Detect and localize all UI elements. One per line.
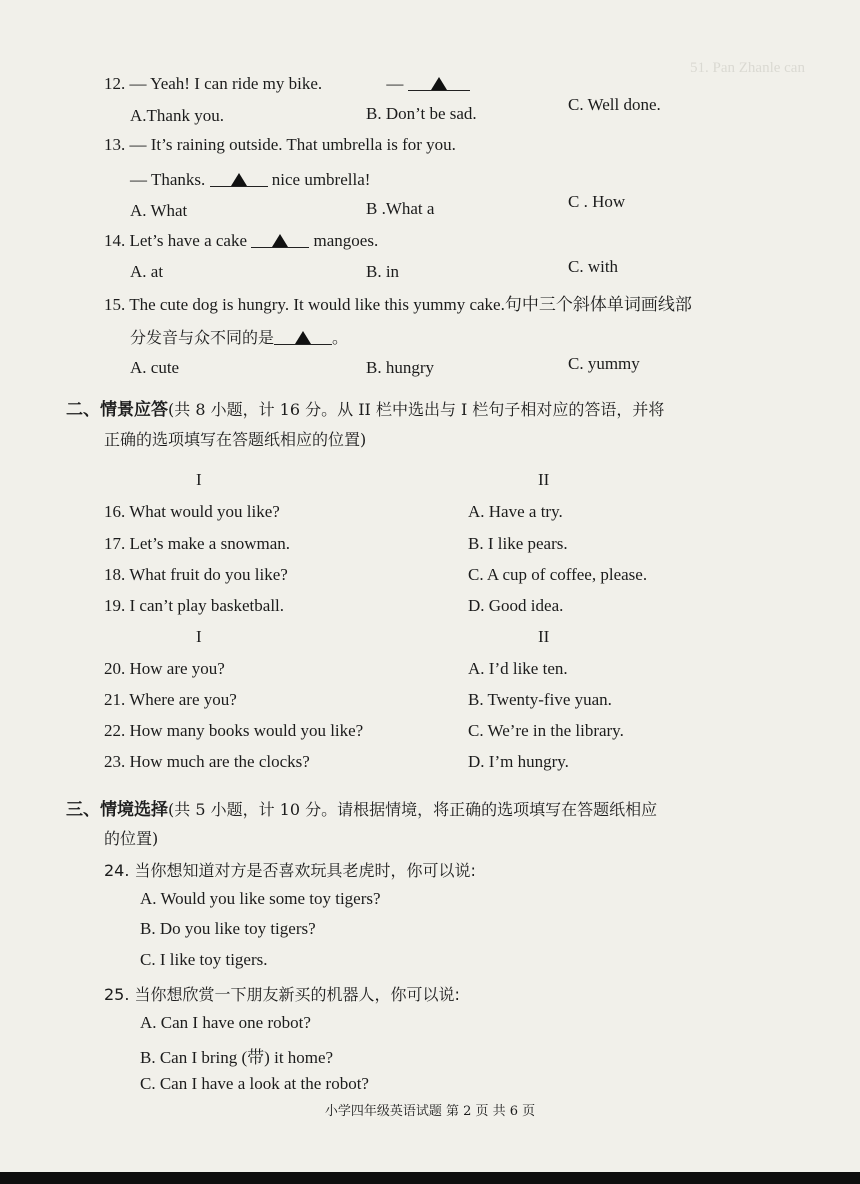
list-item: 16. What would you like? — [104, 502, 280, 521]
list-item: D. Good idea. — [468, 596, 564, 615]
list-item: B. I like pears. — [468, 534, 568, 553]
answer-blank — [251, 231, 309, 248]
q12-option-b: B. Don’t be sad. — [366, 104, 477, 123]
list-item: 19. I can’t play basketball. — [104, 596, 285, 615]
q25-option-a: A. Can I have one robot? — [140, 1013, 311, 1032]
list-item: C. We’re in the library. — [468, 721, 624, 740]
section-2-heading: 二、情景应答(共 8 小题，计 16 分。从 II 栏中选出与 I 栏句子相对应的答语，并将 — [66, 400, 665, 420]
triangle-icon — [431, 77, 447, 90]
answer-blank — [210, 170, 268, 187]
q15-stem-line2: 分发音与众不同的是 。 — [130, 328, 349, 347]
list-item: 17. Let’s make a snowman. — [104, 534, 291, 553]
q13-option-b: B .What a — [366, 199, 435, 218]
column-i-label: I — [196, 470, 202, 489]
q13-option-a: A. What — [130, 201, 188, 220]
list-item: A. I’d like ten. — [468, 659, 568, 678]
q15-option-b: B. hungry — [366, 358, 434, 377]
page-footer: 小学四年级英语试题 第 2 页 共 6 页 — [324, 1104, 536, 1119]
answer-blank — [408, 74, 470, 91]
section-3-heading: 三、情境选择(共 5 小题，计 10 分。请根据情境，将正确的选项填写在答题纸相应 — [66, 800, 658, 820]
triangle-icon — [295, 331, 311, 344]
q14-option-b: B. in — [366, 262, 400, 281]
list-item: 21. Where are you? — [104, 690, 237, 709]
list-item: 18. What fruit do you like? — [104, 565, 288, 584]
q25-option-c: C. Can I have a look at the robot? — [140, 1074, 369, 1093]
answer-blank — [274, 328, 332, 345]
list-item: B. Twenty-five yuan. — [468, 690, 612, 709]
q12-option-a: A.Thank you. — [130, 106, 224, 125]
q15-option-a: A. cute — [130, 358, 180, 377]
list-item: C. A cup of coffee, please. — [468, 565, 648, 584]
q24-stem: 24. 当你想知道对方是否喜欢玩具老虎时，你可以说: — [104, 861, 476, 880]
column-i-label: I — [196, 627, 202, 646]
q25-stem: 25. 当你想欣赏一下朋友新买的机器人，你可以说: — [104, 985, 460, 1004]
section-3-note-line2: 的位置) — [104, 829, 159, 848]
bleed-through: 51. Pan Zhanle can — [690, 60, 805, 76]
q14-option-c: C. with — [568, 257, 619, 276]
triangle-icon — [272, 234, 288, 247]
q15-stem: 15. The cute dog is hungry. It would like this yummy cake.句中三个斜体单词画线部 — [104, 295, 692, 314]
q13-stem-line2: — Thanks. nice umbrella! — [130, 170, 371, 189]
q24-option-a: A. Would you like some toy tigers? — [140, 889, 381, 908]
list-item: 23. How much are the clocks? — [104, 752, 310, 771]
column-ii-label: II — [538, 470, 550, 489]
list-item: D. I’m hungry. — [468, 752, 569, 771]
list-item: 22. How many books would you like? — [104, 721, 364, 740]
section-2-note-line2: 正确的选项填写在答题纸相应的位置) — [104, 430, 367, 449]
q15-option-c: C. yummy — [568, 354, 640, 373]
q25-option-b: B. Can I bring (带) it home? — [140, 1048, 334, 1067]
triangle-icon — [231, 173, 247, 186]
q24-option-b: B. Do you like toy tigers? — [140, 919, 316, 938]
q12-stem: 12. — Yeah! I can ride my bike. — — [104, 74, 470, 94]
q13-stem: 13. — It’s raining outside. That umbrella is for you. — [104, 135, 456, 154]
q14-stem: 14. Let’s have a cake mangoes. — [104, 231, 379, 250]
column-ii-label: II — [538, 627, 550, 646]
q12-option-c: C. Well done. — [568, 95, 661, 114]
q24-option-c: C. I like toy tigers. — [140, 950, 268, 969]
list-item: 20. How are you? — [104, 659, 225, 678]
scan-edge — [0, 1172, 860, 1184]
q13-option-c: C . How — [568, 192, 626, 211]
list-item: A. Have a try. — [468, 502, 563, 521]
q14-option-a: A. at — [130, 262, 164, 281]
